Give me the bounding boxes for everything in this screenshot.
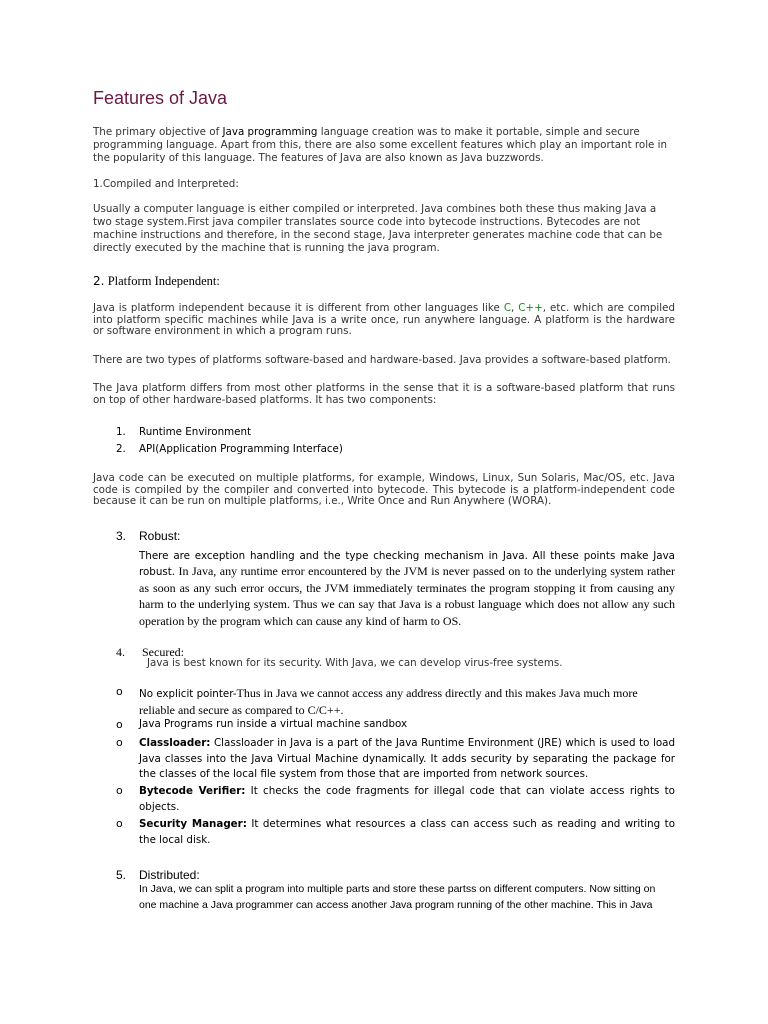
section-2-paragraph-2: There are two types of platforms software-based and hardware-based. Java provides a software-based platform. (93, 354, 671, 366)
section-2-paragraph-1 (93, 303, 675, 338)
section-1-heading: 1.Compiled and Interpreted: (93, 178, 239, 190)
section-5-number: 5. (116, 868, 127, 882)
section-2-p1-before: Java is platform independent because it is different from other languages like (93, 302, 504, 314)
bullet-marker: o (116, 718, 123, 731)
section-1-body: Usually a computer language is either compiled or interpreted. Java combines both these thus making Java a two stage system.First java compiler translates source code into bytecode instructions. Bytecodes are not machine instructions and therefore, in the second stage, Java interpreter generates machine code that can be directly executed by the machine that is running the java program. (93, 203, 663, 254)
intro-paragraph (93, 126, 675, 165)
bullet-bytecode-verifier (139, 784, 675, 815)
section-3-heading: Robust: (139, 529, 181, 543)
section-4-heading: Secured: (142, 645, 184, 659)
bullet-lead: Bytecode Verifier: (139, 785, 246, 797)
list-item-number: 2. (116, 443, 126, 455)
section-4-body: Java is best known for its security. With Java, we can develop virus-free systems. (147, 657, 563, 669)
bullet-text: Classloader in Java is a part of the Java Runtime Environment (JRE) which is used to load Java classes into the Java Virtual Machine dynamically. It adds security by separating the package for the classes of the local file system from those that are imported from network sources. (139, 737, 675, 780)
list-item-api: API(Application Programming Interface) (139, 443, 343, 455)
section-2-p1-separator: , (511, 302, 519, 314)
section-3-body (139, 547, 675, 629)
section-2-number: 2. (93, 274, 105, 288)
link-c-language[interactable]: C (503, 302, 512, 314)
bullet-security-manager (139, 817, 675, 848)
section-2-paragraph-4: Java code can be executed on multiple platforms, for example, Windows, Linux, Sun Solaris, Mac/OS, etc. Java code is compiled by the compiler and converted into bytecode. This bytecode is a platform-independent code because it can be run on multiple platforms, i.e., Write Once and Run Anywhere (WORA). (93, 472, 675, 507)
bullet-lead: Classloader: (139, 737, 211, 749)
list-item-number: 1. (116, 426, 126, 438)
list-item-runtime-environment: Runtime Environment (139, 426, 252, 438)
bullet-text: It determines what resources a class can access such as reading and writing to the local disk. (139, 818, 676, 846)
section-5-heading: Distributed: (139, 868, 200, 882)
bullet-lead: No explicit pointer- (139, 688, 237, 700)
bullet-marker: o (116, 817, 123, 830)
section-3-body-sans: There are exception handling and the type checking mechanism in Java. All these points make Java robust. (139, 550, 675, 578)
bullet-marker: o (116, 685, 123, 698)
intro-emphasis-java-programming: Java programming (222, 126, 318, 138)
page-title: Features of Java (93, 88, 228, 108)
section-3-body-serif: In Java, any runtime error encountered by the JVM is never passed on to the underlying system rather as soon as any such error occurs, the JVM immediately terminates the program stopping it from causing any harm to the underlying system. Thus we can say that Java is a robust language which does not allow any such operation by the program which can cause any kind of harm to OS. (139, 564, 675, 628)
bullet-classloader (139, 736, 675, 783)
intro-text-after: language creation was to make it portable, simple and secure programming language. Apart from this, there are also some excellent features which play an important role in the popularity of this language. The features of Java are also known as Java buzzwords. (93, 126, 668, 164)
section-4-number: 4. (116, 645, 125, 659)
bullet-text: It checks the code fragments for illegal code that can violate access rights to objects. (139, 785, 675, 813)
bullet-no-explicit-pointer (139, 685, 675, 718)
link-cpp-language[interactable]: C++ (518, 302, 543, 314)
section-2-paragraph-3: The Java platform differs from most other platforms in the sense that it is a software-based platform that runs on top of other hardware-based platforms. It has two components: (93, 382, 675, 406)
intro-text-before: The primary objective of (93, 126, 223, 138)
section-5-body: In Java, we can split a program into multiple parts and store these partss on different computers. Now sitting on one machine a Java programmer can access another Java program running of the other machine. This in Java (139, 883, 656, 911)
section-2-title: Platform Independent: (107, 274, 220, 288)
bullet-virtual-machine-sandbox: Java Programs run inside a virtual machine sandbox (139, 718, 408, 730)
bullet-lead: Security Manager: (139, 818, 247, 830)
bullet-marker: o (116, 784, 123, 797)
bullet-text: Thus in Java we cannot access any address directly and this makes Java much more reliable and secure as compared to C/C++. (139, 686, 638, 717)
section-2-p1-after: , etc. which are compiled into platform specific machines while Java is a write once, run anywhere language. A platform is the hardware or software environment in which a program runs. (93, 302, 676, 337)
section-3-number: 3. (116, 529, 127, 543)
section-2-heading (93, 273, 220, 289)
bullet-marker: o (116, 736, 123, 749)
